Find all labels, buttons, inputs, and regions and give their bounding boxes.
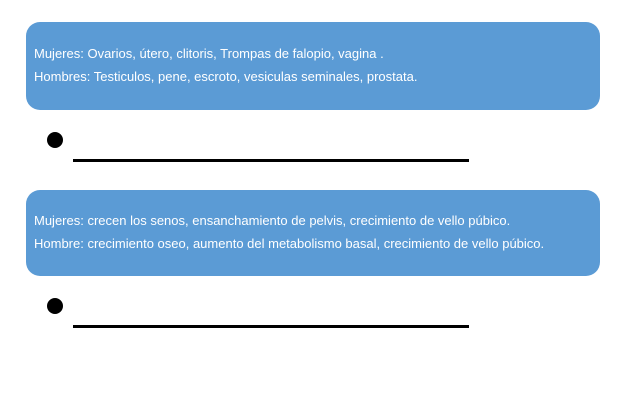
answer-box-organs [26,22,600,110]
organs-men-text: Hombres: Testiculos, pene, escroto, vesiculas seminales, prostata. [34,69,418,84]
bullet-dot-icon [47,298,63,314]
answer-box-changes [26,190,600,276]
answer-blank-line [73,159,469,162]
bullet-dot-icon [47,132,63,148]
changes-women-text: Mujeres: crecen los senos, ensanchamiento de pelvis, crecimiento de vello púbico. [34,213,511,228]
changes-men-text: Hombre: crecimiento oseo, aumento del metabolismo basal, crecimiento de vello púbico. [34,236,545,251]
organs-women-text: Mujeres: Ovarios, útero, clitoris, Trompas de falopio, vagina . [34,46,384,61]
answer-blank-line [73,325,469,328]
